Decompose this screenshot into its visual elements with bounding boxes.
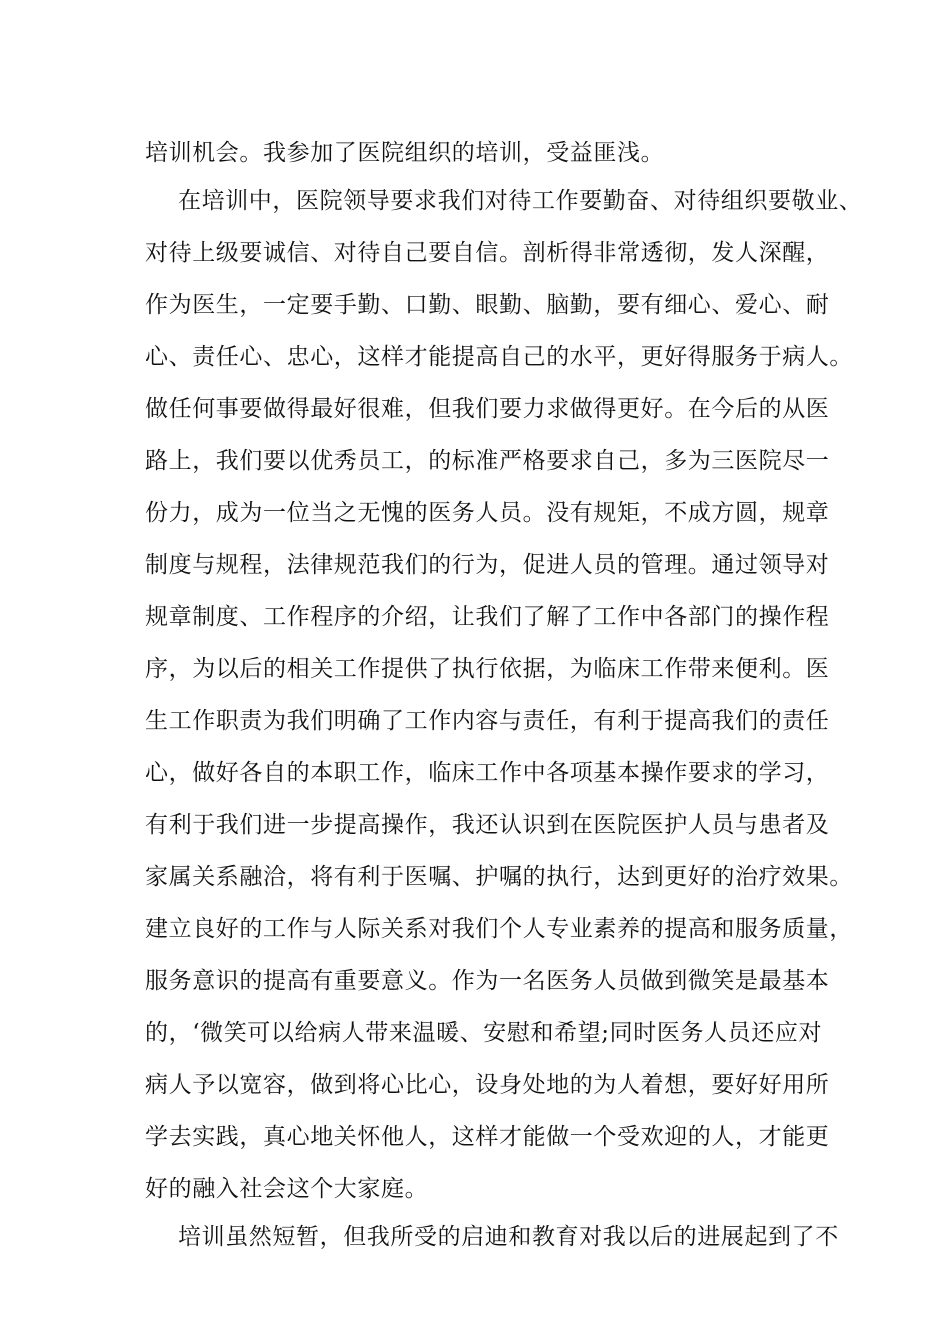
text-line: 有利于我们进一步提高操作，我还认识到在医院医护人员与患者及 <box>145 812 830 838</box>
text-line: 规章制度、工作程序的介绍，让我们了解了工作中各部门的操作程 <box>145 604 830 630</box>
text-line: 作为医生，一定要手勤、口勤、眼勤、脑勤，要有细心、爱心、耐 <box>145 292 830 318</box>
text-line: 家属关系融洽，将有利于医嘱、护嘱的执行，达到更好的治疗效果。 <box>145 864 853 890</box>
text-line: 好的融入社会这个大家庭。 <box>145 1176 429 1202</box>
text-line: 份力，成为一位当之无愧的医务人员。没有规矩，不成方圆，规章 <box>145 500 830 526</box>
text-line: 学去实践，真心地关怀他人，这样才能做一个受欢迎的人，才能更 <box>145 1124 830 1150</box>
text-line: 心、责任心、忠心，这样才能提高自己的水平，更好得服务于病人。 <box>145 344 853 370</box>
text-line: 心，做好各自的本职工作，临床工作中各项基本操作要求的学习， <box>145 760 830 786</box>
text-line: 对待上级要诚信、对待自己要自信。剖析得非常透彻，发人深醒， <box>145 240 830 266</box>
text-line: 培训机会。我参加了医院组织的培训，受益匪浅。 <box>145 140 665 166</box>
text-line: 病人予以宽容，做到将心比心，设身处地的为人着想，要好好用所 <box>145 1072 830 1098</box>
text-line: 的，‘微笑可以给病人带来温暖、安慰和希望;同时医务人员还应对 <box>145 1020 823 1046</box>
text-line: 培训虽然短暂，但我所受的启迪和教育对我以后的进展起到了不 <box>178 1224 839 1250</box>
text-line: 在培训中，医院领导要求我们对待工作要勤奋、对待组织要敬业、 <box>178 188 863 214</box>
text-line: 生工作职责为我们明确了工作内容与责任，有利于提高我们的责任 <box>145 708 830 734</box>
text-line: 路上，我们要以优秀员工，的标准严格要求自己，多为三医院尽一 <box>145 448 830 474</box>
text-line: 建立良好的工作与人际关系对我们个人专业素养的提高和服务质量， <box>145 916 853 942</box>
text-line: 服务意识的提高有重要意义。作为一名医务人员做到微笑是最基本 <box>145 968 830 994</box>
text-line: 制度与规程，法律规范我们的行为，促进人员的管理。通过领导对 <box>145 552 830 578</box>
text-line: 序，为以后的相关工作提供了执行依据，为临床工作带来便利。医 <box>145 656 830 682</box>
text-line: 做任何事要做得最好很难，但我们要力求做得更好。在今后的从医 <box>145 396 830 422</box>
